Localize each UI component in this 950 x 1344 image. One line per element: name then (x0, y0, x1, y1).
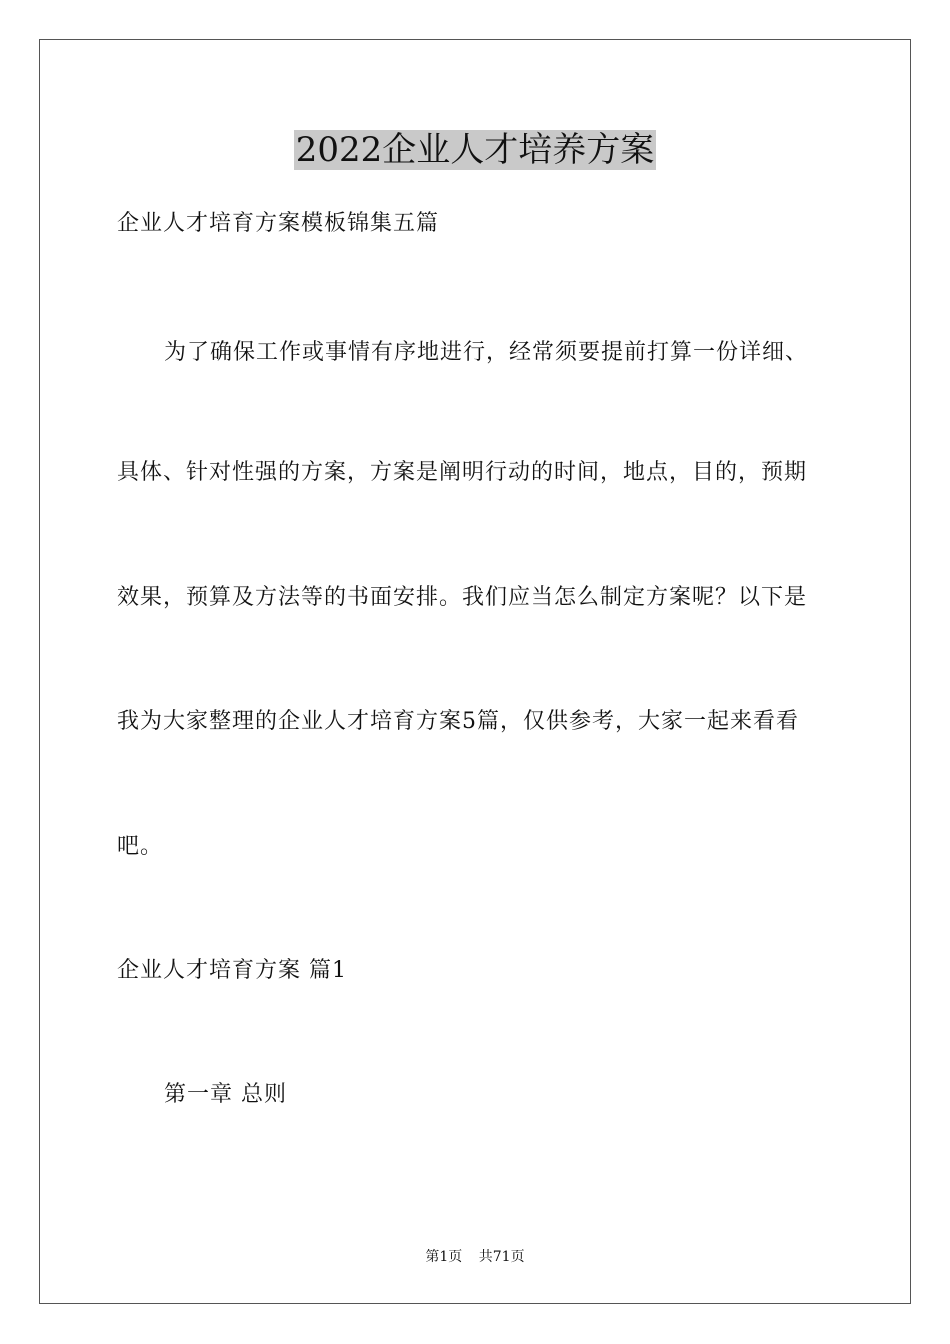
section-heading: 企业人才培育方案 篇1 (117, 958, 347, 983)
document-title-text: 2022企业人才培养方案 (295, 130, 655, 170)
intro-line-4: 我为大家整理的企业人才培育方案5篇，仅供参考，大家一起来看看 (117, 709, 799, 734)
page-number: 第1页 (425, 1249, 463, 1265)
document-title (0, 128, 950, 172)
total-pages: 共71页 (478, 1249, 525, 1265)
page-footer (0, 1247, 950, 1267)
intro-line-2: 具体、针对性强的方案，方案是阐明行动的时间，地点，目的，预期 (117, 460, 808, 485)
intro-line-1: 为了确保工作或事情有序地进行，经常须要提前打算一份详细、 (164, 340, 809, 365)
intro-line-3: 效果，预算及方法等的书面安排。我们应当怎么制定方案呢？以下是 (117, 585, 808, 610)
intro-line-5: 吧。 (117, 834, 164, 859)
chapter-heading: 第一章 总则 (164, 1082, 287, 1107)
document-subtitle: 企业人才培育方案模板锦集五篇 (117, 211, 440, 236)
